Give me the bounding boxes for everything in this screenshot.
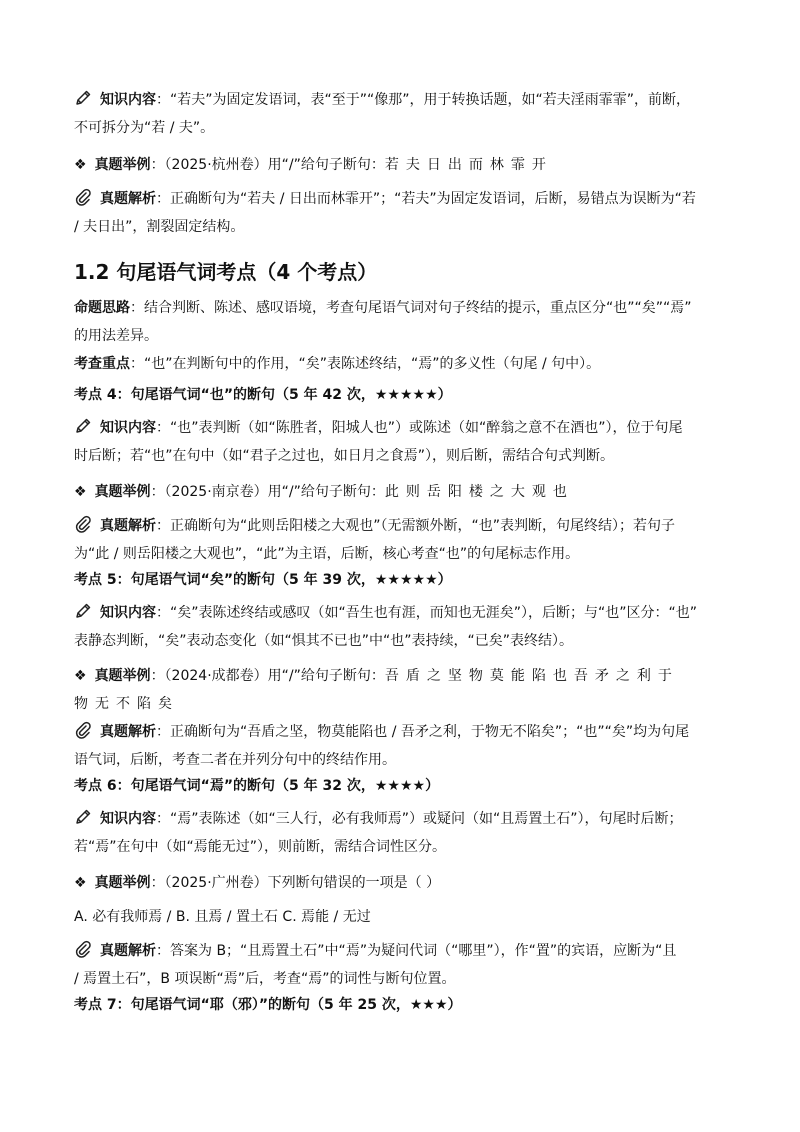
example-line: [74, 478, 734, 506]
knowledge-text: ：“矣”表陈述终结或感叹（如“吾生也有涯，而知也无涯矣”），后断；与“也”区分：“也”: [156, 605, 698, 621]
approach-block: [74, 294, 734, 350]
knowledge-line: [74, 442, 734, 470]
analysis-text: 为“此 / 则岳阳楼之大观也”，“此”为主语，后断，核心考查“也”的句尾标志作用。: [74, 546, 580, 562]
paperclip-icon: [74, 515, 92, 533]
kp4-example-block: [74, 478, 734, 506]
pencil-icon: [74, 417, 92, 435]
analysis-text: ：正确断句为“若夫 / 日出而林霏开”；“若夫”为固定发语词，后断，易错点为误断为“若: [156, 191, 696, 207]
analysis-line: [74, 540, 734, 568]
kp5-knowledge-block: [74, 599, 734, 655]
analysis-block-ruofu: [74, 185, 734, 241]
knowledge-line: [74, 599, 734, 627]
knowledge-text: 表静态判断，“矣”表动态变化（如“惧其不已也”中“也”表持续，“已矣”表终结）。: [74, 633, 574, 649]
kp5-title: 考点 5：句尾语气词“矣”的断句（5 年 39 次，★★★★★）: [74, 572, 452, 588]
kp6-title: 考点 6：句尾语气词“焉”的断句（5 年 32 次，★★★★）: [74, 778, 440, 794]
focus-line: [74, 350, 734, 378]
approach-text: ：结合判断、陈述、感叹语境，考查句尾语气词对句子终结的提示，重点区分“也”“矣”“焉”: [130, 300, 692, 316]
knowledge-label: 知识内容: [100, 605, 156, 621]
focus-text: ：“也”在判断句中的作用，“矣”表陈述终结，“焉”的多义性（句尾 / 句中）。: [130, 356, 601, 372]
knowledge-line: [74, 414, 734, 442]
analysis-text: / 夫日出”，割裂固定结构。: [74, 219, 245, 235]
example-prefix: ：（2025·南京卷）用“/”给句子断句：: [150, 484, 385, 500]
analysis-label: 真题解析: [100, 724, 156, 740]
kp5-analysis-block: [74, 718, 734, 774]
diamond-icon: ❖: [74, 668, 87, 684]
analysis-line: [74, 213, 734, 241]
knowledge-label: 知识内容: [100, 92, 156, 108]
diamond-icon: ❖: [74, 157, 87, 173]
knowledge-line: [74, 114, 734, 142]
kp6-analysis-block: [74, 937, 734, 993]
analysis-text: / 焉置土石”，B 项误断“焉”后，考查“焉”的词性与断句位置。: [74, 971, 456, 987]
knowledge-text: ：“也”表判断（如“陈胜者，阳城人也”）或陈述（如“醉翁之意不在酒也”），位于句尾: [156, 420, 683, 436]
kp7-title: 考点 7：句尾语气词“耶（邪）”的断句（5 年 25 次，★★★）: [74, 997, 462, 1013]
example-label: 真题举例: [94, 157, 151, 173]
paperclip-icon: [74, 188, 92, 206]
diamond-icon: ❖: [74, 875, 87, 891]
analysis-label: 真题解析: [100, 191, 156, 207]
kp4-knowledge-block: [74, 414, 734, 470]
knowledge-text: 不可拆分为“若 / 夫”。: [74, 120, 215, 136]
analysis-label: 真题解析: [100, 943, 156, 959]
knowledge-block-ruofu: [74, 86, 734, 142]
kp5-example-block: [74, 662, 734, 718]
example-line: [74, 690, 734, 718]
knowledge-line: [74, 805, 734, 833]
analysis-text: 语气词，后断，考查二者在并列分句中的终结作用。: [74, 752, 396, 768]
approach-line: [74, 322, 734, 350]
diamond-icon: ❖: [74, 484, 87, 500]
example-label: 真题举例: [94, 875, 151, 891]
analysis-line: [74, 512, 734, 540]
analysis-line: [74, 718, 734, 746]
example-sentence: 若夫日出而林霏开: [384, 157, 553, 173]
analysis-line: [74, 965, 734, 993]
knowledge-line: [74, 833, 734, 861]
example-sentence: 此则岳阳楼之大观也: [384, 484, 574, 500]
example-prefix: ：（2025·杭州卷）用“/”给句子断句：: [150, 157, 385, 173]
analysis-line: [74, 746, 734, 774]
pencil-icon: [74, 808, 92, 826]
knowledge-text: 若“焉”在句中（如“焉能无过”），则前断，需结合词性区分。: [74, 839, 447, 855]
analysis-label: 真题解析: [100, 518, 156, 534]
analysis-text: ：答案为 B；“且焉置土石”中“焉”为疑问代词（“哪里”），作“置”的宾语，应断为“且: [156, 943, 677, 959]
pencil-icon: [74, 89, 92, 107]
analysis-text: ：正确断句为“此则岳阳楼之大观也”（无需额外断，“也”表判断，句尾终结）；若句子: [156, 518, 676, 534]
pencil-icon: [74, 602, 92, 620]
example-sentence: 物无不陷矣: [74, 696, 179, 712]
example-prefix: ：（2024·成都卷）用“/”给句子断句：: [150, 668, 385, 684]
example-label: 真题举例: [94, 668, 151, 684]
knowledge-text: ：“焉”表陈述（如“三人行，必有我师焉”）或疑问（如“且焉置土石”），句尾时后断；: [156, 811, 683, 827]
kp6-options-block: [74, 903, 734, 931]
knowledge-label: 知识内容: [100, 811, 156, 827]
kp6-knowledge-block: [74, 805, 734, 861]
example-line: [74, 151, 734, 179]
example-label: 真题举例: [94, 484, 151, 500]
knowledge-label: 知识内容: [100, 420, 156, 436]
approach-label: 命题思路: [74, 300, 130, 316]
focus-block: [74, 350, 734, 378]
section-title: 1.2 句尾语气词考点（4 个考点）: [74, 260, 378, 284]
example-line: [74, 869, 734, 897]
kp4-title: 考点 4：句尾语气词“也”的断句（5 年 42 次，★★★★★）: [74, 387, 452, 403]
knowledge-text: ：“若夫”为固定发语词，表“至于”“像那”，用于转换话题，如“若夫淫雨霏霏”，前断，: [156, 92, 691, 108]
paperclip-icon: [74, 721, 92, 739]
approach-text: 的用法差异。: [74, 328, 158, 344]
paperclip-icon: [74, 940, 92, 958]
example-text: ：（2025·广州卷）下列断句错误的一项是（ ）: [150, 875, 441, 891]
analysis-line: [74, 937, 734, 965]
focus-label: 考查重点: [74, 356, 130, 372]
approach-line: [74, 294, 734, 322]
analysis-text: ：正确断句为“吾盾之坚，物莫能陷也 / 吾矛之利，于物无不陷矣”；“也”“矣”均为句尾: [156, 724, 690, 740]
kp4-analysis-block: [74, 512, 734, 568]
knowledge-line: [74, 86, 734, 114]
example-line: [74, 662, 734, 690]
options-line: A. 必有我师焉 / B. 且焉 / 置土石 C. 焉能 / 无过: [74, 909, 371, 925]
example-block-ruofu: [74, 151, 734, 179]
knowledge-line: [74, 627, 734, 655]
analysis-line: [74, 185, 734, 213]
example-sentence: 吾盾之坚物莫能陷也吾矛之利于: [384, 668, 679, 684]
knowledge-text: 时后断；若“也”在句中（如“君子之过也，如日月之食焉”），则后断，需结合句式判断。: [74, 448, 615, 464]
kp6-example-block: [74, 869, 734, 897]
